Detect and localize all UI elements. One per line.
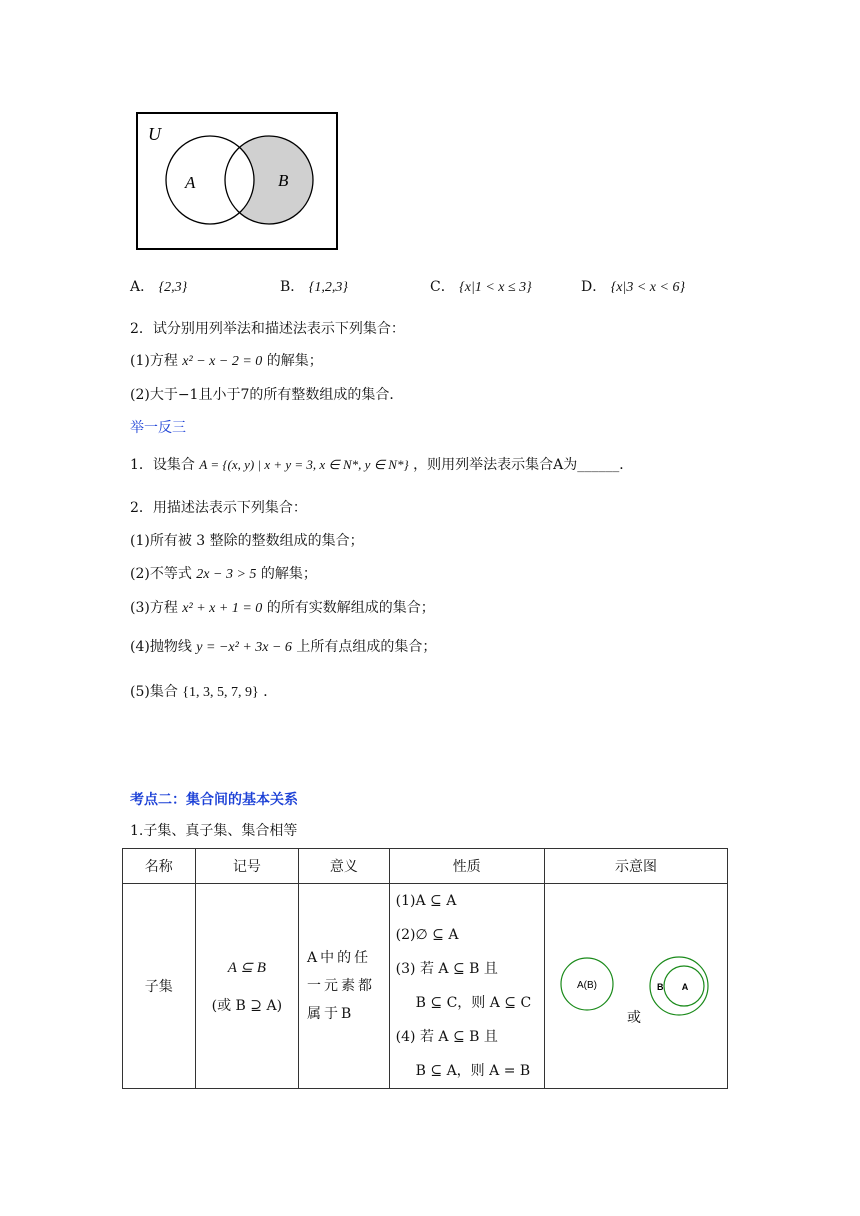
practice-item-prefix: (3)方程 — [130, 600, 178, 616]
section2-subheading: 1.子集、真子集、集合相等 — [130, 823, 298, 839]
practice-item-suffix: 的所有实数解组成的集合； — [266, 600, 435, 616]
property-line: (4) 若 A ⊆ B 且 — [395, 1029, 498, 1045]
q2-item-1 — [130, 350, 323, 370]
practice-item-prefix: (4)抛物线 — [130, 639, 192, 655]
property-line: (1)A ⊆ A — [395, 893, 457, 909]
option-letter: D． — [581, 279, 607, 295]
row-properties — [389, 884, 544, 1089]
practice-q1-math: A = {(x, y) | x + y = 3, x ∈ N*, y ∈ N*} — [199, 457, 409, 472]
equal-sets-label: A(B) — [576, 980, 597, 991]
section2-heading: 考点二：集合间的基本关系 — [130, 792, 298, 808]
property-line: (3) 若 A ⊆ B 且 — [395, 961, 498, 977]
option-text: {2,3} — [158, 280, 188, 295]
property-line: B ⊆ C，则 A ⊆ C — [415, 995, 532, 1011]
practice-item-suffix: ． — [263, 684, 278, 700]
practice-item-math: {1, 3, 5, 7, 9} — [182, 685, 259, 700]
practice-q1-suffix: ，则用列举法表示集合A为______． — [413, 457, 634, 473]
set-b-label: B — [278, 171, 289, 190]
practice-q2-title: 2．用描述法表示下列集合： — [130, 500, 307, 516]
practice-q1-prefix: 1．设集合 — [130, 457, 195, 473]
option-d — [581, 276, 685, 296]
practice-item-5 — [130, 681, 277, 701]
option-text: {x|1 < x ≤ 3} — [459, 280, 532, 295]
option-letter: B． — [280, 279, 305, 295]
universe-label: U — [148, 124, 161, 144]
practice-item-math: y = −x² + 3x − 6 — [196, 640, 292, 655]
option-a — [130, 276, 187, 296]
subset-diagram — [545, 924, 727, 1044]
option-b — [280, 276, 348, 296]
option-letter: A． — [130, 279, 155, 295]
practice-heading: 举一反三 — [130, 420, 186, 436]
table-row — [123, 884, 728, 1089]
q2-item1-math: x² − x − 2 = 0 — [182, 354, 263, 369]
practice-item-math: 2x − 3 > 5 — [196, 567, 257, 582]
practice-item-1 — [130, 530, 364, 550]
header-name: 名称 — [123, 849, 196, 884]
practice-item-prefix: (2)不等式 — [130, 566, 192, 582]
practice-item-prefix: (1)所有被 3 整除的整数组成的集合； — [130, 533, 364, 549]
header-notation: 记号 — [195, 849, 298, 884]
practice-item-4 — [130, 636, 436, 656]
relations-table — [122, 848, 728, 1089]
practice-item-suffix: 的解集； — [260, 566, 317, 582]
venn-diagram — [132, 110, 344, 254]
q2-item1-prefix: (1)方程 — [130, 353, 178, 369]
notation-main: A ⊆ B — [227, 959, 266, 976]
meaning-text: A中的任一元素都属于B — [307, 950, 376, 1022]
q2-item-2: (2)大于−1且小于7的所有整数组成的集合． — [130, 387, 404, 403]
option-letter: C． — [430, 279, 455, 295]
practice-q1 — [130, 454, 633, 474]
practice-item-prefix: (5)集合 — [130, 684, 178, 700]
property-line: B ⊆ A，则 A = B — [415, 1063, 531, 1079]
option-c — [430, 276, 532, 296]
q2-title: 2．试分别用列举法和描述法表示下列集合： — [130, 321, 405, 337]
row-diagram — [544, 884, 727, 1089]
option-text: {1,2,3} — [308, 280, 348, 295]
notation-alt: (或 B ⊇ A) — [211, 997, 283, 1014]
or-label: 或 — [626, 1010, 641, 1026]
q2-item1-suffix: 的解集； — [266, 353, 323, 369]
property-line: (2)∅ ⊆ A — [395, 927, 459, 943]
outer-set-label: B — [656, 982, 664, 992]
option-text: {x|3 < x < 6} — [610, 280, 686, 295]
row-meaning — [299, 884, 390, 1089]
header-properties: 性质 — [389, 849, 544, 884]
row-notation — [195, 884, 298, 1089]
header-meaning: 意义 — [299, 849, 390, 884]
practice-item-3 — [130, 597, 435, 617]
practice-item-2 — [130, 563, 317, 583]
practice-item-math: x² + x + 1 = 0 — [182, 601, 263, 616]
row-name: 子集 — [123, 884, 196, 1089]
inner-set-label: A — [681, 982, 689, 992]
table-header-row — [123, 849, 728, 884]
set-a-label: A — [185, 173, 196, 192]
practice-item-suffix: 上所有点组成的集合； — [296, 639, 437, 655]
header-diagram: 示意图 — [544, 849, 727, 884]
